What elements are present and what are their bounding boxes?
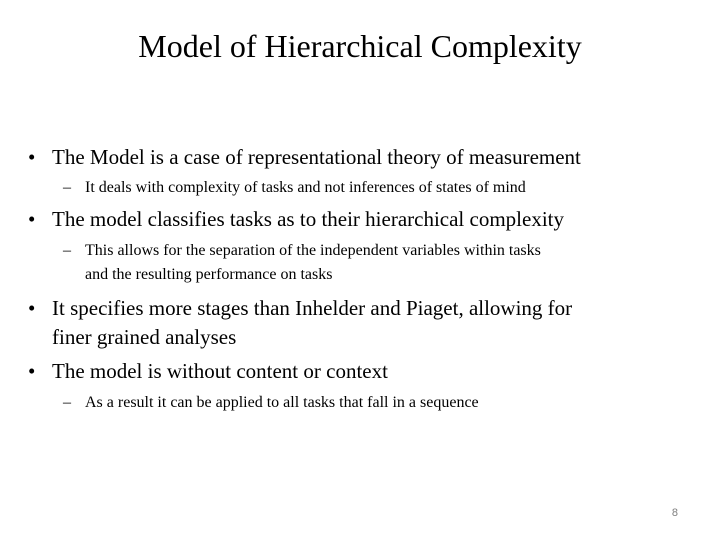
sub-bullet-text: As a result it can be applied to all tasks that fall in a sequence — [85, 394, 479, 411]
dash-icon: – — [63, 179, 71, 196]
dash-icon: – — [63, 242, 71, 259]
bullet-icon: • — [28, 145, 36, 169]
page-number: 8 — [671, 507, 678, 519]
slide-title: Model of Hierarchical Complexity — [138, 28, 582, 64]
sub-bullet-text-line-1: This allows for the separation of the independent variables within tasks — [85, 242, 541, 259]
bullet-icon: • — [28, 207, 36, 231]
sub-bullet-text: It deals with complexity of tasks and not inferences of states of mind — [85, 179, 526, 196]
dash-icon: – — [63, 394, 71, 411]
bullet-text-line-1: It specifies more stages than Inhelder and Piaget, allowing for — [52, 296, 573, 320]
bullet-text: The model is without content or context — [52, 359, 388, 383]
bullet-icon: • — [28, 296, 36, 320]
bullet-text: The Model is a case of representational theory of measurement — [52, 145, 581, 169]
bullet-icon: • — [28, 359, 36, 383]
bullet-text-line-2: finer grained analyses — [52, 325, 237, 349]
bullet-text: The model classifies tasks as to their hierarchical complexity — [52, 207, 564, 231]
sub-bullet-text-line-2: and the resulting performance on tasks — [85, 266, 333, 283]
